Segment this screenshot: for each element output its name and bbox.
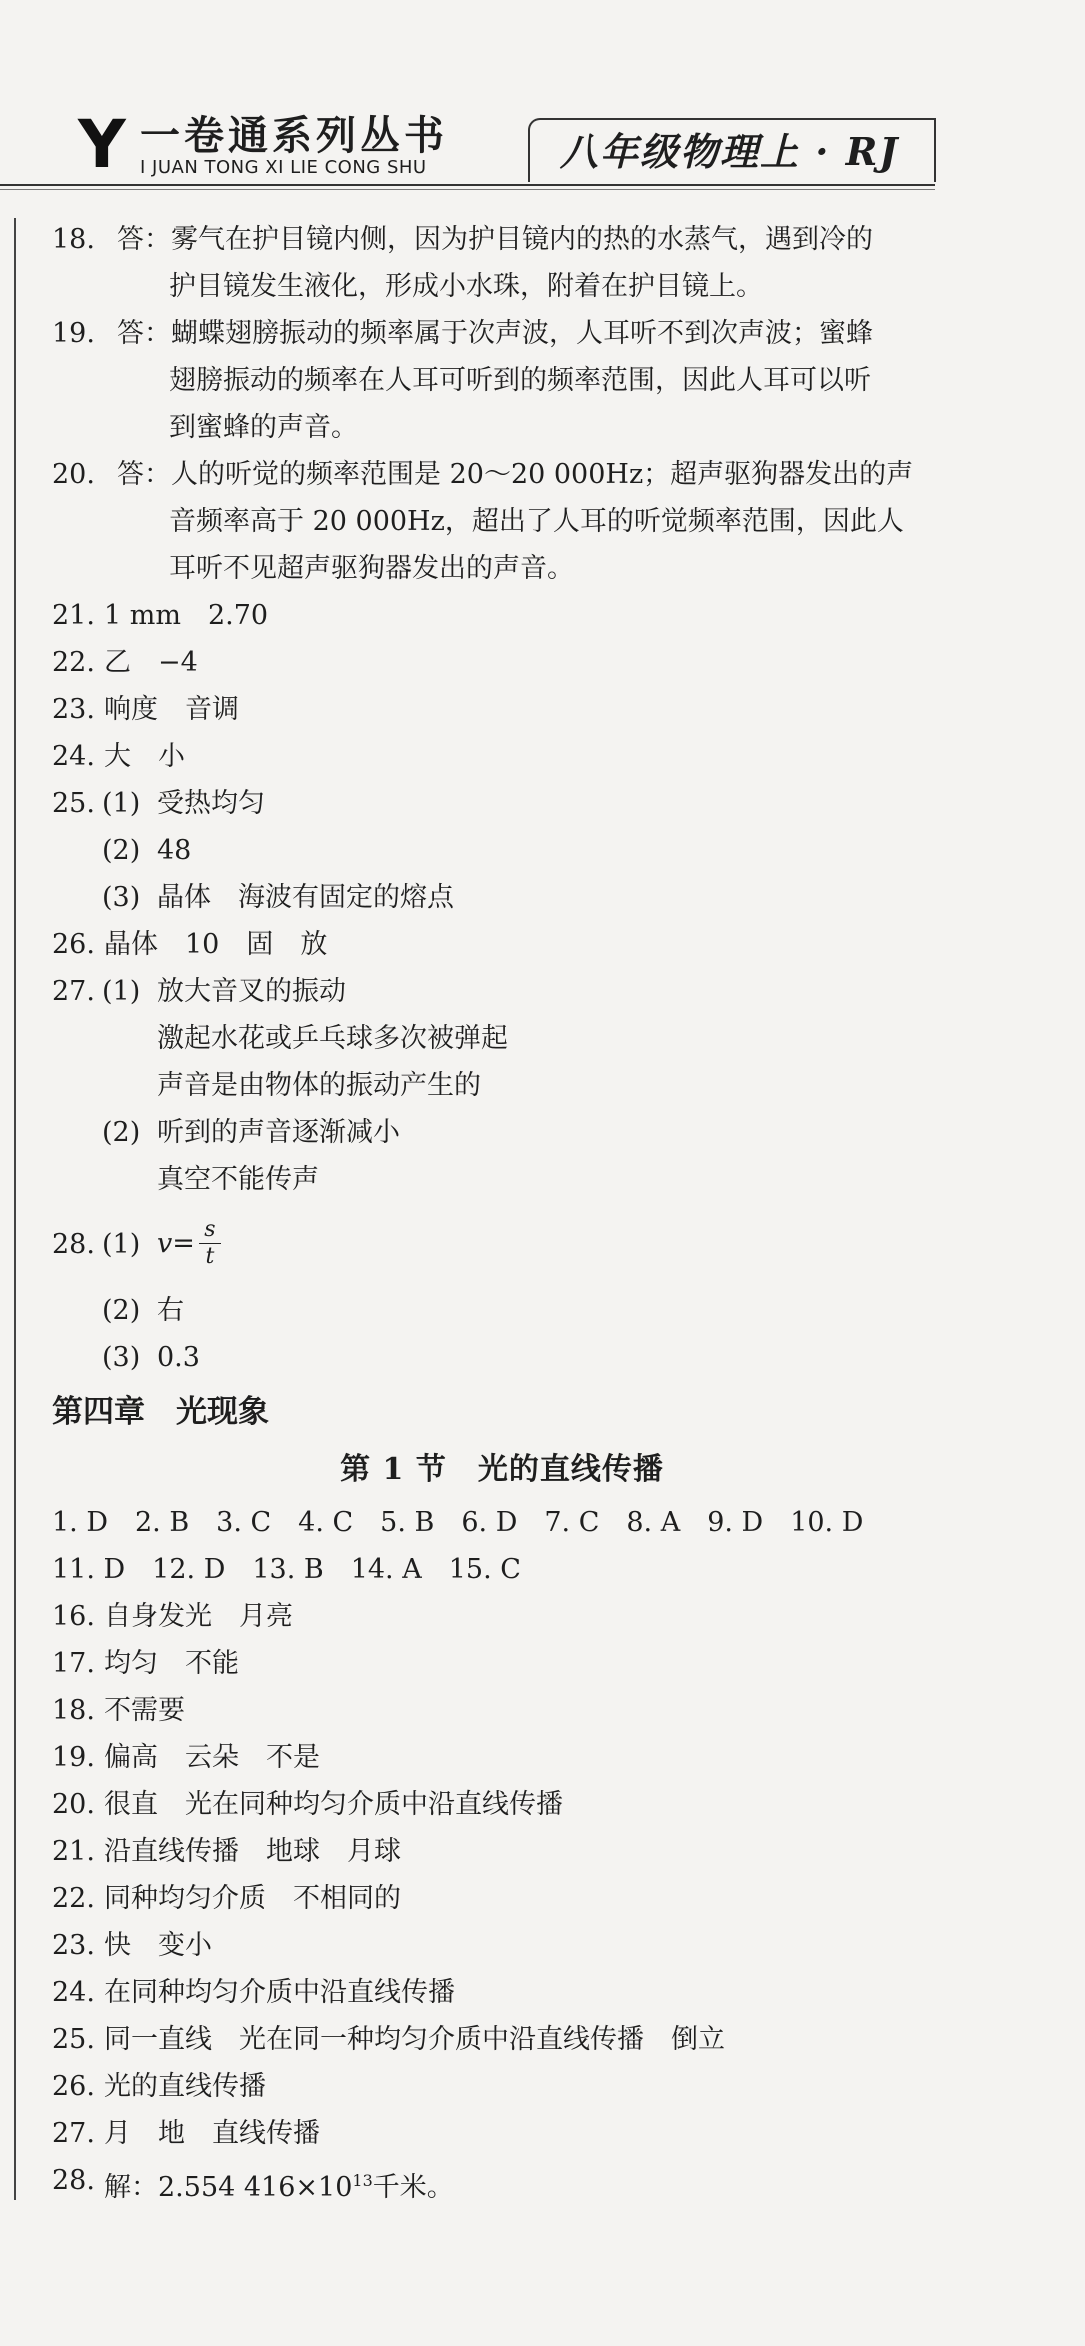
velocity-formula bbox=[157, 1217, 221, 1270]
sub-answer: 真空不能传声 bbox=[157, 1164, 319, 1195]
item-number: 18. bbox=[52, 1695, 95, 1726]
answer-text: 晶体 10 固 放 bbox=[104, 929, 328, 960]
answer-text: 快 变小 bbox=[104, 1930, 212, 1961]
answer-item-19-cont bbox=[52, 357, 1052, 404]
item-number: 21. bbox=[52, 1836, 95, 1867]
answer-text: 乙 −4 bbox=[104, 647, 198, 678]
answer-item-19 bbox=[52, 310, 1052, 357]
item-number: 19. bbox=[52, 318, 95, 349]
answer-text: 大 小 bbox=[104, 741, 185, 772]
answer-item-22 bbox=[52, 639, 1052, 686]
item-number: 26. bbox=[52, 929, 95, 960]
answer-item-24 bbox=[52, 733, 1052, 780]
sub-answer: 晶体 海波有固定的熔点 bbox=[157, 882, 454, 913]
answer-content bbox=[52, 216, 1052, 2204]
sub-label: (3) bbox=[102, 882, 141, 913]
item-number: 23. bbox=[52, 1930, 95, 1961]
answer-item-19-cont bbox=[52, 404, 1052, 451]
answer-item-17 bbox=[52, 1640, 1052, 1687]
book-tag: 八年级物理上 · RJ bbox=[528, 118, 936, 182]
answer-item-28 bbox=[52, 2157, 1052, 2204]
answer-text: 沿直线传播 地球 月球 bbox=[104, 1836, 401, 1867]
answer-item-28 bbox=[52, 1203, 1052, 1287]
item-number: 28. bbox=[52, 2165, 95, 2196]
answer-item-18-cont bbox=[52, 263, 1052, 310]
header-divider bbox=[0, 184, 935, 186]
sub-answer: 0.3 bbox=[157, 1342, 200, 1373]
answer-item-21 bbox=[52, 592, 1052, 639]
answer-item-20-cont bbox=[52, 498, 1052, 545]
answer-text: 均匀 不能 bbox=[104, 1648, 239, 1679]
answer-text: 月 地 直线传播 bbox=[104, 2118, 320, 2149]
item-number: 24. bbox=[52, 1977, 95, 2008]
item-number: 28. bbox=[52, 1229, 95, 1260]
answer-item-23 bbox=[52, 1922, 1052, 1969]
item-number: 18. bbox=[52, 224, 95, 255]
answer-item-21 bbox=[52, 1828, 1052, 1875]
answer-item-27-2-cont bbox=[52, 1156, 1052, 1203]
answer-item-27-2 bbox=[52, 1109, 1052, 1156]
series-pinyin: I JUAN TONG XI LIE CONG SHU bbox=[140, 157, 427, 178]
answer-line: 答：雾气在护目镜内侧，因为护目镜内的热的水蒸气，遇到冷的 bbox=[117, 224, 873, 255]
answer-item-20 bbox=[52, 451, 1052, 498]
answer-item-26 bbox=[52, 2063, 1052, 2110]
formula-lhs: v= bbox=[157, 1228, 195, 1259]
item-number: 21. bbox=[52, 600, 95, 631]
sub-answer: 48 bbox=[157, 835, 192, 866]
sub-answer: 受热均匀 bbox=[157, 788, 265, 819]
answer-item-25 bbox=[52, 2016, 1052, 2063]
item-number: 24. bbox=[52, 741, 95, 772]
answer-item-19 bbox=[52, 1734, 1052, 1781]
item-number: 23. bbox=[52, 694, 95, 725]
answer-item-24 bbox=[52, 1969, 1052, 2016]
item-number: 22. bbox=[52, 1883, 95, 1914]
answer-text: 自身发光 月亮 bbox=[104, 1601, 293, 1632]
answer-item-25-2 bbox=[52, 827, 1052, 874]
answer-item-25 bbox=[52, 780, 1052, 827]
answer-line: 到蜜蜂的声音。 bbox=[169, 412, 358, 443]
item-number: 26. bbox=[52, 2071, 95, 2102]
fraction-numerator: s bbox=[204, 1217, 216, 1242]
answer-item-27 bbox=[52, 968, 1052, 1015]
item-number: 27. bbox=[52, 2118, 95, 2149]
answer-item-20 bbox=[52, 1781, 1052, 1828]
item-number: 16. bbox=[52, 1601, 95, 1632]
sub-label: (3) bbox=[102, 1342, 141, 1373]
answer-item-18 bbox=[52, 216, 1052, 263]
series-logo: Y bbox=[78, 106, 126, 183]
item-number: 20. bbox=[52, 1789, 95, 1820]
answer-item-28-3 bbox=[52, 1334, 1052, 1381]
page-header bbox=[0, 0, 1085, 190]
answer-line: 耳听不见超声驱狗器发出的声音。 bbox=[169, 553, 574, 584]
answer-item-23 bbox=[52, 686, 1052, 733]
answer-item-26 bbox=[52, 921, 1052, 968]
item-number: 25. bbox=[52, 788, 95, 819]
answer-text-prefix: 解：2.554 416×10 bbox=[104, 2172, 353, 2203]
item-number: 27. bbox=[52, 976, 95, 1007]
answer-line: 答：人的听觉的频率范围是 20～20 000Hz；超声驱狗器发出的声 bbox=[117, 459, 914, 490]
item-number: 25. bbox=[52, 2024, 95, 2055]
fraction-denominator: t bbox=[205, 1244, 215, 1269]
item-number: 22. bbox=[52, 647, 95, 678]
sub-label: (1) bbox=[102, 1229, 141, 1260]
sub-answer: 右 bbox=[157, 1295, 184, 1326]
sub-label: (1) bbox=[102, 788, 141, 819]
exponent: 13 bbox=[352, 2171, 373, 2190]
sub-answer: 听到的声音逐渐减小 bbox=[157, 1117, 400, 1148]
mc-answers-row-1: 1. D 2. B 3. C 4. C 5. B 6. D 7. C 8. A 9. D 10. D bbox=[52, 1507, 864, 1538]
answer-text: 不需要 bbox=[104, 1695, 185, 1726]
answer-text-suffix: 千米。 bbox=[372, 2172, 454, 2203]
mc-answers-row-2: 11. D 12. D 13. B 14. A 15. C bbox=[52, 1554, 521, 1585]
answer-text: 光的直线传播 bbox=[104, 2071, 266, 2102]
answer-line: 答：蝴蝶翅膀振动的频率属于次声波，人耳听不到次声波；蜜蜂 bbox=[117, 318, 873, 349]
answer-line: 翅膀振动的频率在人耳可听到的频率范围，因此人耳可以听 bbox=[169, 365, 871, 396]
answer-item-22 bbox=[52, 1875, 1052, 1922]
answer-line: 音频率高于 20 000Hz，超出了人耳的听觉频率范围，因此人 bbox=[169, 506, 904, 537]
answer-text: 响度 音调 bbox=[104, 694, 239, 725]
answer-item-18 bbox=[52, 1687, 1052, 1734]
fraction bbox=[199, 1217, 221, 1270]
sub-answer: 声音是由物体的振动产生的 bbox=[157, 1070, 481, 1101]
answer-text: 同一直线 光在同一种均匀介质中沿直线传播 倒立 bbox=[104, 2024, 725, 2055]
answer-item-20-cont bbox=[52, 545, 1052, 592]
sub-label: (1) bbox=[102, 976, 141, 1007]
answer-item-27-cont bbox=[52, 1015, 1052, 1062]
sub-label: (2) bbox=[102, 1295, 141, 1326]
answer-item-25-3 bbox=[52, 874, 1052, 921]
answer-item-27 bbox=[52, 2110, 1052, 2157]
answer-text: 很直 光在同种均匀介质中沿直线传播 bbox=[104, 1789, 563, 1820]
item-number: 17. bbox=[52, 1648, 95, 1679]
series-title: 一卷通系列丛书 bbox=[140, 112, 448, 159]
answer-text: 同种均匀介质 不相同的 bbox=[104, 1883, 401, 1914]
answer-item-16 bbox=[52, 1593, 1052, 1640]
sub-answer: 激起水花或乒乓球多次被弹起 bbox=[157, 1023, 508, 1054]
sub-label: (2) bbox=[102, 835, 141, 866]
header-divider-thin bbox=[0, 189, 935, 190]
answer-text: 偏高 云朵 不是 bbox=[104, 1742, 320, 1773]
margin-rule bbox=[14, 218, 16, 2200]
answer-item-28-2 bbox=[52, 1287, 1052, 1334]
item-number: 19. bbox=[52, 1742, 95, 1773]
item-number: 20. bbox=[52, 459, 95, 490]
chapter-title: 第四章 光现象 bbox=[52, 1394, 269, 1430]
answer-item-27-cont bbox=[52, 1062, 1052, 1109]
sub-label: (2) bbox=[102, 1117, 141, 1148]
answer-text: 1 mm 2.70 bbox=[104, 600, 269, 631]
answer-line: 护目镜发生液化，形成小水珠，附着在护目镜上。 bbox=[169, 271, 763, 302]
answer-text bbox=[104, 2157, 454, 2211]
answer-text: 在同种均匀介质中沿直线传播 bbox=[104, 1977, 455, 2008]
sub-answer: 放大音叉的振动 bbox=[157, 976, 346, 1007]
section-title: 第 1 节 光的直线传播 bbox=[340, 1452, 664, 1487]
